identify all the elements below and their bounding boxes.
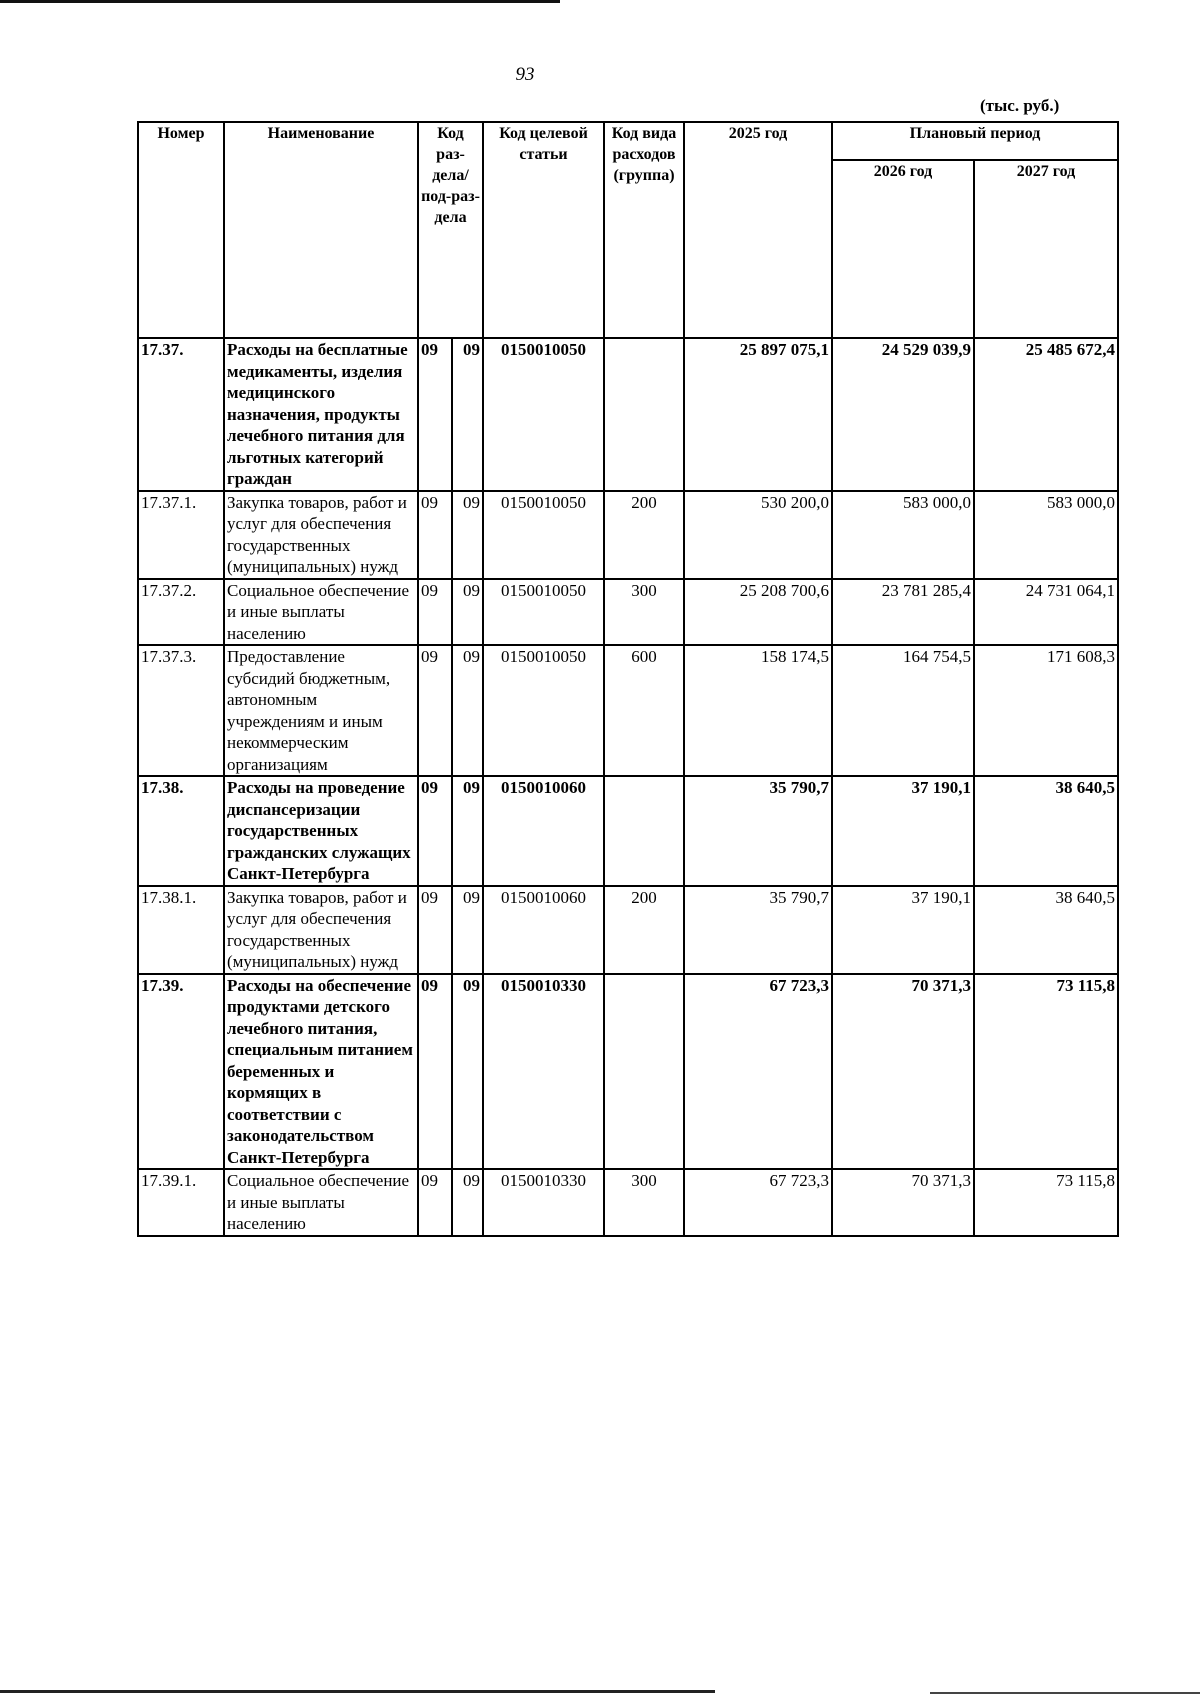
row-number-cell: 17.39. <box>138 974 224 1170</box>
row-name-cell: Расходы на бесплатные медикаменты, изделия медицинского назначения, продукты лечебного питания для льготных категорий граждан <box>224 338 418 491</box>
row-amount-2026-cell: 583 000,0 <box>832 491 974 579</box>
row-amount-2026-cell: 70 371,3 <box>832 974 974 1170</box>
row-section-code-cell: 09 <box>418 579 452 646</box>
row-target-code-cell: 0150010050 <box>483 579 604 646</box>
row-section-code-cell: 09 <box>418 491 452 579</box>
header-name: Наименование <box>224 122 418 338</box>
header-year-2026: 2026 год <box>832 160 974 338</box>
row-number-cell: 17.38. <box>138 776 224 886</box>
row-target-code-cell: 0150010330 <box>483 974 604 1170</box>
row-number-cell: 17.39.1. <box>138 1169 224 1236</box>
row-amount-2027-cell: 171 608,3 <box>974 645 1118 776</box>
row-amount-2026-cell: 164 754,5 <box>832 645 974 776</box>
scan-border-bottom-right <box>930 1692 1200 1694</box>
row-expense-group-cell: 300 <box>604 579 684 646</box>
row-target-code-cell: 0150010050 <box>483 645 604 776</box>
table-row <box>138 579 1118 646</box>
row-name-cell: Расходы на обеспечение продуктами детского лечебного питания, специальным питанием беременных и кормящих в соответствии с законодательством Санкт-Петербурга <box>224 974 418 1170</box>
row-amount-2027-cell: 24 731 064,1 <box>974 579 1118 646</box>
units-label: (тыс. руб.) <box>980 96 1060 115</box>
header-planned-period: Плановый период <box>832 122 1118 160</box>
row-subsection-code-cell: 09 <box>452 886 483 974</box>
scan-border-top-thin <box>0 0 170 1</box>
row-number-cell: 17.38.1. <box>138 886 224 974</box>
table-row <box>138 338 1118 491</box>
row-expense-group-cell: 200 <box>604 491 684 579</box>
table-row <box>138 645 1118 776</box>
row-expense-group-cell <box>604 974 684 1170</box>
row-expense-group-cell: 200 <box>604 886 684 974</box>
row-amount-2025-cell: 530 200,0 <box>684 491 832 579</box>
row-amount-2027-cell: 73 115,8 <box>974 974 1118 1170</box>
row-amount-2026-cell: 37 190,1 <box>832 776 974 886</box>
row-name-cell: Социальное обеспечение и иные выплаты населению <box>224 579 418 646</box>
table-row <box>138 1169 1118 1236</box>
row-subsection-code-cell: 09 <box>452 1169 483 1236</box>
row-number-cell: 17.37. <box>138 338 224 491</box>
row-amount-2025-cell: 158 174,5 <box>684 645 832 776</box>
budget-table <box>137 121 1119 1237</box>
row-target-code-cell: 0150010050 <box>483 491 604 579</box>
row-amount-2025-cell: 67 723,3 <box>684 974 832 1170</box>
header-year-2027: 2027 год <box>974 160 1118 338</box>
row-amount-2025-cell: 35 790,7 <box>684 776 832 886</box>
row-expense-group-cell <box>604 776 684 886</box>
row-section-code-cell: 09 <box>418 338 452 491</box>
row-section-code-cell: 09 <box>418 974 452 1170</box>
row-section-code-cell: 09 <box>418 645 452 776</box>
header-expense-type-code: Код вида расходов (группа) <box>604 122 684 338</box>
row-expense-group-cell: 600 <box>604 645 684 776</box>
row-amount-2026-cell: 37 190,1 <box>832 886 974 974</box>
row-subsection-code-cell: 09 <box>452 579 483 646</box>
row-subsection-code-cell: 09 <box>452 974 483 1170</box>
row-number-cell: 17.37.2. <box>138 579 224 646</box>
row-amount-2027-cell: 583 000,0 <box>974 491 1118 579</box>
header-section-code: Код раз-дела/ под-раз-дела <box>418 122 483 338</box>
row-number-cell: 17.37.1. <box>138 491 224 579</box>
row-expense-group-cell: 300 <box>604 1169 684 1236</box>
header-target-code: Код целевой статьи <box>483 122 604 338</box>
row-amount-2025-cell: 25 897 075,1 <box>684 338 832 491</box>
row-subsection-code-cell: 09 <box>452 645 483 776</box>
table-header-row <box>138 122 1118 160</box>
row-name-cell: Расходы на проведение диспансеризации государственных гражданских служащих Санкт-Петербурга <box>224 776 418 886</box>
row-target-code-cell: 0150010060 <box>483 776 604 886</box>
row-amount-2026-cell: 24 529 039,9 <box>832 338 974 491</box>
row-amount-2027-cell: 73 115,8 <box>974 1169 1118 1236</box>
row-name-cell: Закупка товаров, работ и услуг для обеспечения государственных (муниципальных) нужд <box>224 491 418 579</box>
row-amount-2025-cell: 67 723,3 <box>684 1169 832 1236</box>
row-number-cell: 17.37.3. <box>138 645 224 776</box>
row-section-code-cell: 09 <box>418 886 452 974</box>
scan-border-bottom <box>0 1690 715 1693</box>
table-body <box>138 338 1118 1236</box>
page-number: 93 <box>515 64 535 85</box>
row-target-code-cell: 0150010050 <box>483 338 604 491</box>
row-section-code-cell: 09 <box>418 776 452 886</box>
row-amount-2027-cell: 38 640,5 <box>974 886 1118 974</box>
row-section-code-cell: 09 <box>418 1169 452 1236</box>
row-amount-2025-cell: 35 790,7 <box>684 886 832 974</box>
row-subsection-code-cell: 09 <box>452 776 483 886</box>
table-row <box>138 974 1118 1170</box>
row-expense-group-cell <box>604 338 684 491</box>
row-subsection-code-cell: 09 <box>452 491 483 579</box>
row-amount-2027-cell: 38 640,5 <box>974 776 1118 886</box>
row-name-cell: Предоставление субсидий бюджетным, автономным учреждениям и иным некоммерческим организациям <box>224 645 418 776</box>
row-target-code-cell: 0150010330 <box>483 1169 604 1236</box>
table-row <box>138 491 1118 579</box>
header-number: Номер <box>138 122 224 338</box>
table-row <box>138 886 1118 974</box>
row-amount-2026-cell: 23 781 285,4 <box>832 579 974 646</box>
row-target-code-cell: 0150010060 <box>483 886 604 974</box>
row-name-cell: Закупка товаров, работ и услуг для обеспечения государственных (муниципальных) нужд <box>224 886 418 974</box>
table-row <box>138 776 1118 886</box>
row-amount-2025-cell: 25 208 700,6 <box>684 579 832 646</box>
row-name-cell: Социальное обеспечение и иные выплаты населению <box>224 1169 418 1236</box>
row-subsection-code-cell: 09 <box>452 338 483 491</box>
row-amount-2027-cell: 25 485 672,4 <box>974 338 1118 491</box>
row-amount-2026-cell: 70 371,3 <box>832 1169 974 1236</box>
header-year-2025: 2025 год <box>684 122 832 338</box>
